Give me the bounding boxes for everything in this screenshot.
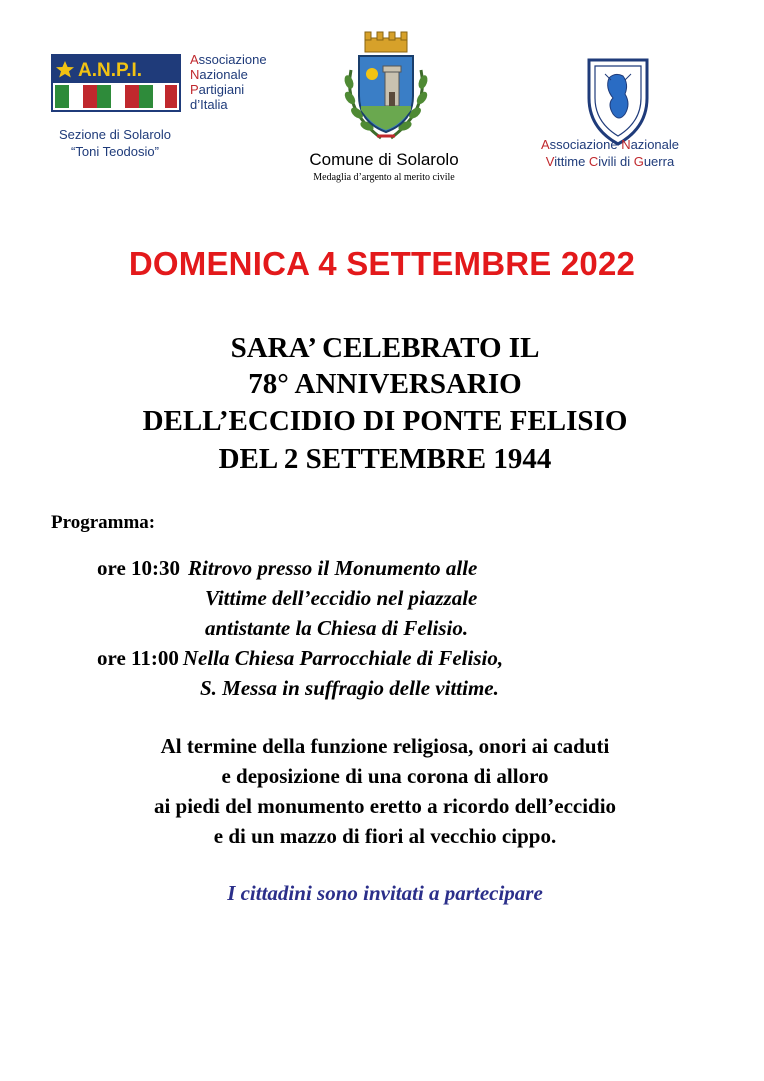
comune-name: Comune di Solarolo xyxy=(309,150,459,169)
section-name: Sezione di Solarolo xyxy=(58,127,172,142)
anpi-name-line: d’Italia xyxy=(190,97,228,112)
section-dedication: “Toni Teodosio” xyxy=(71,144,159,159)
program-description: S. Messa in suffragio delle vittime. xyxy=(200,676,499,700)
program-time: ore 10:30 xyxy=(97,556,181,580)
anpi-name-line: Nazionale xyxy=(190,67,248,82)
coat-of-arms-icon xyxy=(337,30,435,146)
anpi-section xyxy=(30,126,200,160)
closing-line: e deposizione di una corona di alloro xyxy=(221,764,549,788)
program-description: Nella Chiesa Parrocchiale di Felisio, xyxy=(182,646,504,670)
program-item xyxy=(97,556,477,581)
program-time: ore 11:00 xyxy=(97,646,179,670)
programma-label: Programma: xyxy=(51,512,156,533)
event-title-line: 78° ANNIVERSARIO xyxy=(248,368,522,400)
shield-emblem-icon xyxy=(585,54,651,146)
event-title-line: SARA’ CELEBRATO IL xyxy=(230,332,540,364)
event-title-line: DEL 2 SETTEMBRE 1944 xyxy=(218,443,552,475)
closing-line: ai piedi del monumento eretto a ricordo dell’eccidio xyxy=(153,794,617,818)
anvcg-name-line: Vittime Civili di Guerra xyxy=(545,154,675,169)
program-description: Vittime dell’eccidio nel piazzale xyxy=(205,586,478,610)
program-description: antistante la Chiesa di Felisio. xyxy=(205,616,469,640)
closing-line: Al termine della funzione religiosa, onori ai caduti xyxy=(160,734,610,758)
anpi-name xyxy=(190,52,267,112)
anpi-name-line: Associazione xyxy=(190,52,267,67)
anpi-logo-text: A.N.P.I. xyxy=(78,60,143,81)
anvcg-name-line: Associazione Nazionale xyxy=(540,137,680,152)
program-item xyxy=(97,646,503,671)
comune-medal: Medaglia d’argento al merito civile xyxy=(313,172,455,183)
program-description: Ritrovo presso il Monumento alle xyxy=(188,556,478,580)
anvcg-name xyxy=(510,136,710,170)
event-title-line: DELL’ECCIDIO DI PONTE FELISIO xyxy=(142,405,628,437)
event-date: DOMENICA 4 SETTEMBRE 2022 xyxy=(128,245,636,282)
closing-line: e di un mazzo di fiori al vecchio cippo. xyxy=(213,824,557,848)
anpi-logo xyxy=(51,54,181,112)
anpi-name-line: Partigiani xyxy=(190,82,245,97)
invitation-text: I cittadini sono invitati a partecipare xyxy=(227,881,543,905)
